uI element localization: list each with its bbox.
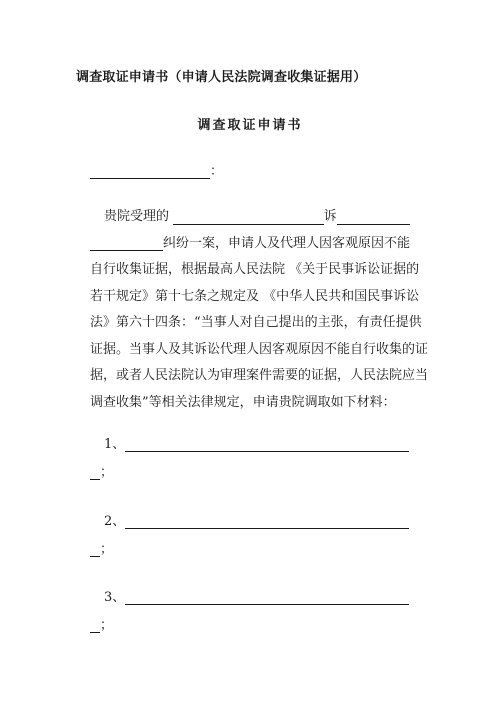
item-number: 1、: [104, 437, 126, 452]
addressee-colon: ：: [210, 164, 224, 179]
paragraph-text-3: 自行收集证据，根据最高人民法院 《关于民事诉讼证据的: [90, 262, 420, 277]
item-end-mark: ；: [100, 618, 114, 633]
paragraph-text-6: 证据。当事人及其诉讼代理人因客观原因不能自行收集的证: [90, 341, 429, 357]
item-number: 3、: [104, 590, 126, 605]
case-intro-text: 贵院受理的: [104, 209, 170, 224]
paragraph-text-8: 调查收集”等相关法律规定，申请贵院调取如下材料：: [90, 394, 396, 410]
plaintiff-blank[interactable]: [173, 210, 324, 225]
material-item-3: [90, 585, 410, 633]
dispute-type-blank[interactable]: [90, 236, 163, 251]
versus-text: 诉: [323, 209, 337, 224]
paragraph-line-2: [90, 231, 410, 258]
paragraph-text-2: 纠纷一案，申请人及代理人因客观原因不能: [162, 235, 410, 251]
paragraph-line-3: [90, 257, 420, 284]
paragraph-line-4: [90, 284, 420, 311]
material-blank[interactable]: [125, 590, 409, 605]
material-blank-continued[interactable]: [90, 618, 100, 633]
paragraph-text-7: 据，或者人民法院认为审理案件需要的证据，人民法院应当: [90, 368, 429, 383]
paragraph-line-6: [90, 337, 429, 364]
paragraph-line-7: [90, 363, 429, 390]
paragraph-line-8: [90, 390, 410, 417]
material-blank-continued[interactable]: [90, 542, 100, 557]
material-blank-continued[interactable]: [90, 465, 100, 480]
document-title: 调查取证申请书: [197, 118, 303, 133]
request-paragraph: [90, 204, 429, 416]
paragraph-line-1: [90, 204, 410, 231]
addressee-blank[interactable]: [90, 164, 210, 179]
material-item-2: [90, 509, 410, 557]
material-blank[interactable]: [125, 437, 409, 452]
material-blank[interactable]: [125, 514, 409, 529]
item-end-mark: ；: [100, 465, 114, 480]
paragraph-line-5: [90, 310, 422, 337]
document-header: 调查取证申请书（申请人民法院调查收集证据用）: [76, 70, 367, 85]
addressee-line: [90, 160, 223, 179]
item-end-mark: ；: [100, 542, 114, 557]
item-number: 2、: [104, 514, 126, 529]
paragraph-text-5: 法》第六十四条：“当事人对自己提出的主张，有责任提供: [90, 315, 422, 330]
paragraph-text-4: 若干规定》第十七条之规定及 《中华人民共和国民事诉讼: [90, 288, 420, 304]
material-item-1: [90, 432, 410, 480]
defendant-blank[interactable]: [337, 210, 410, 225]
